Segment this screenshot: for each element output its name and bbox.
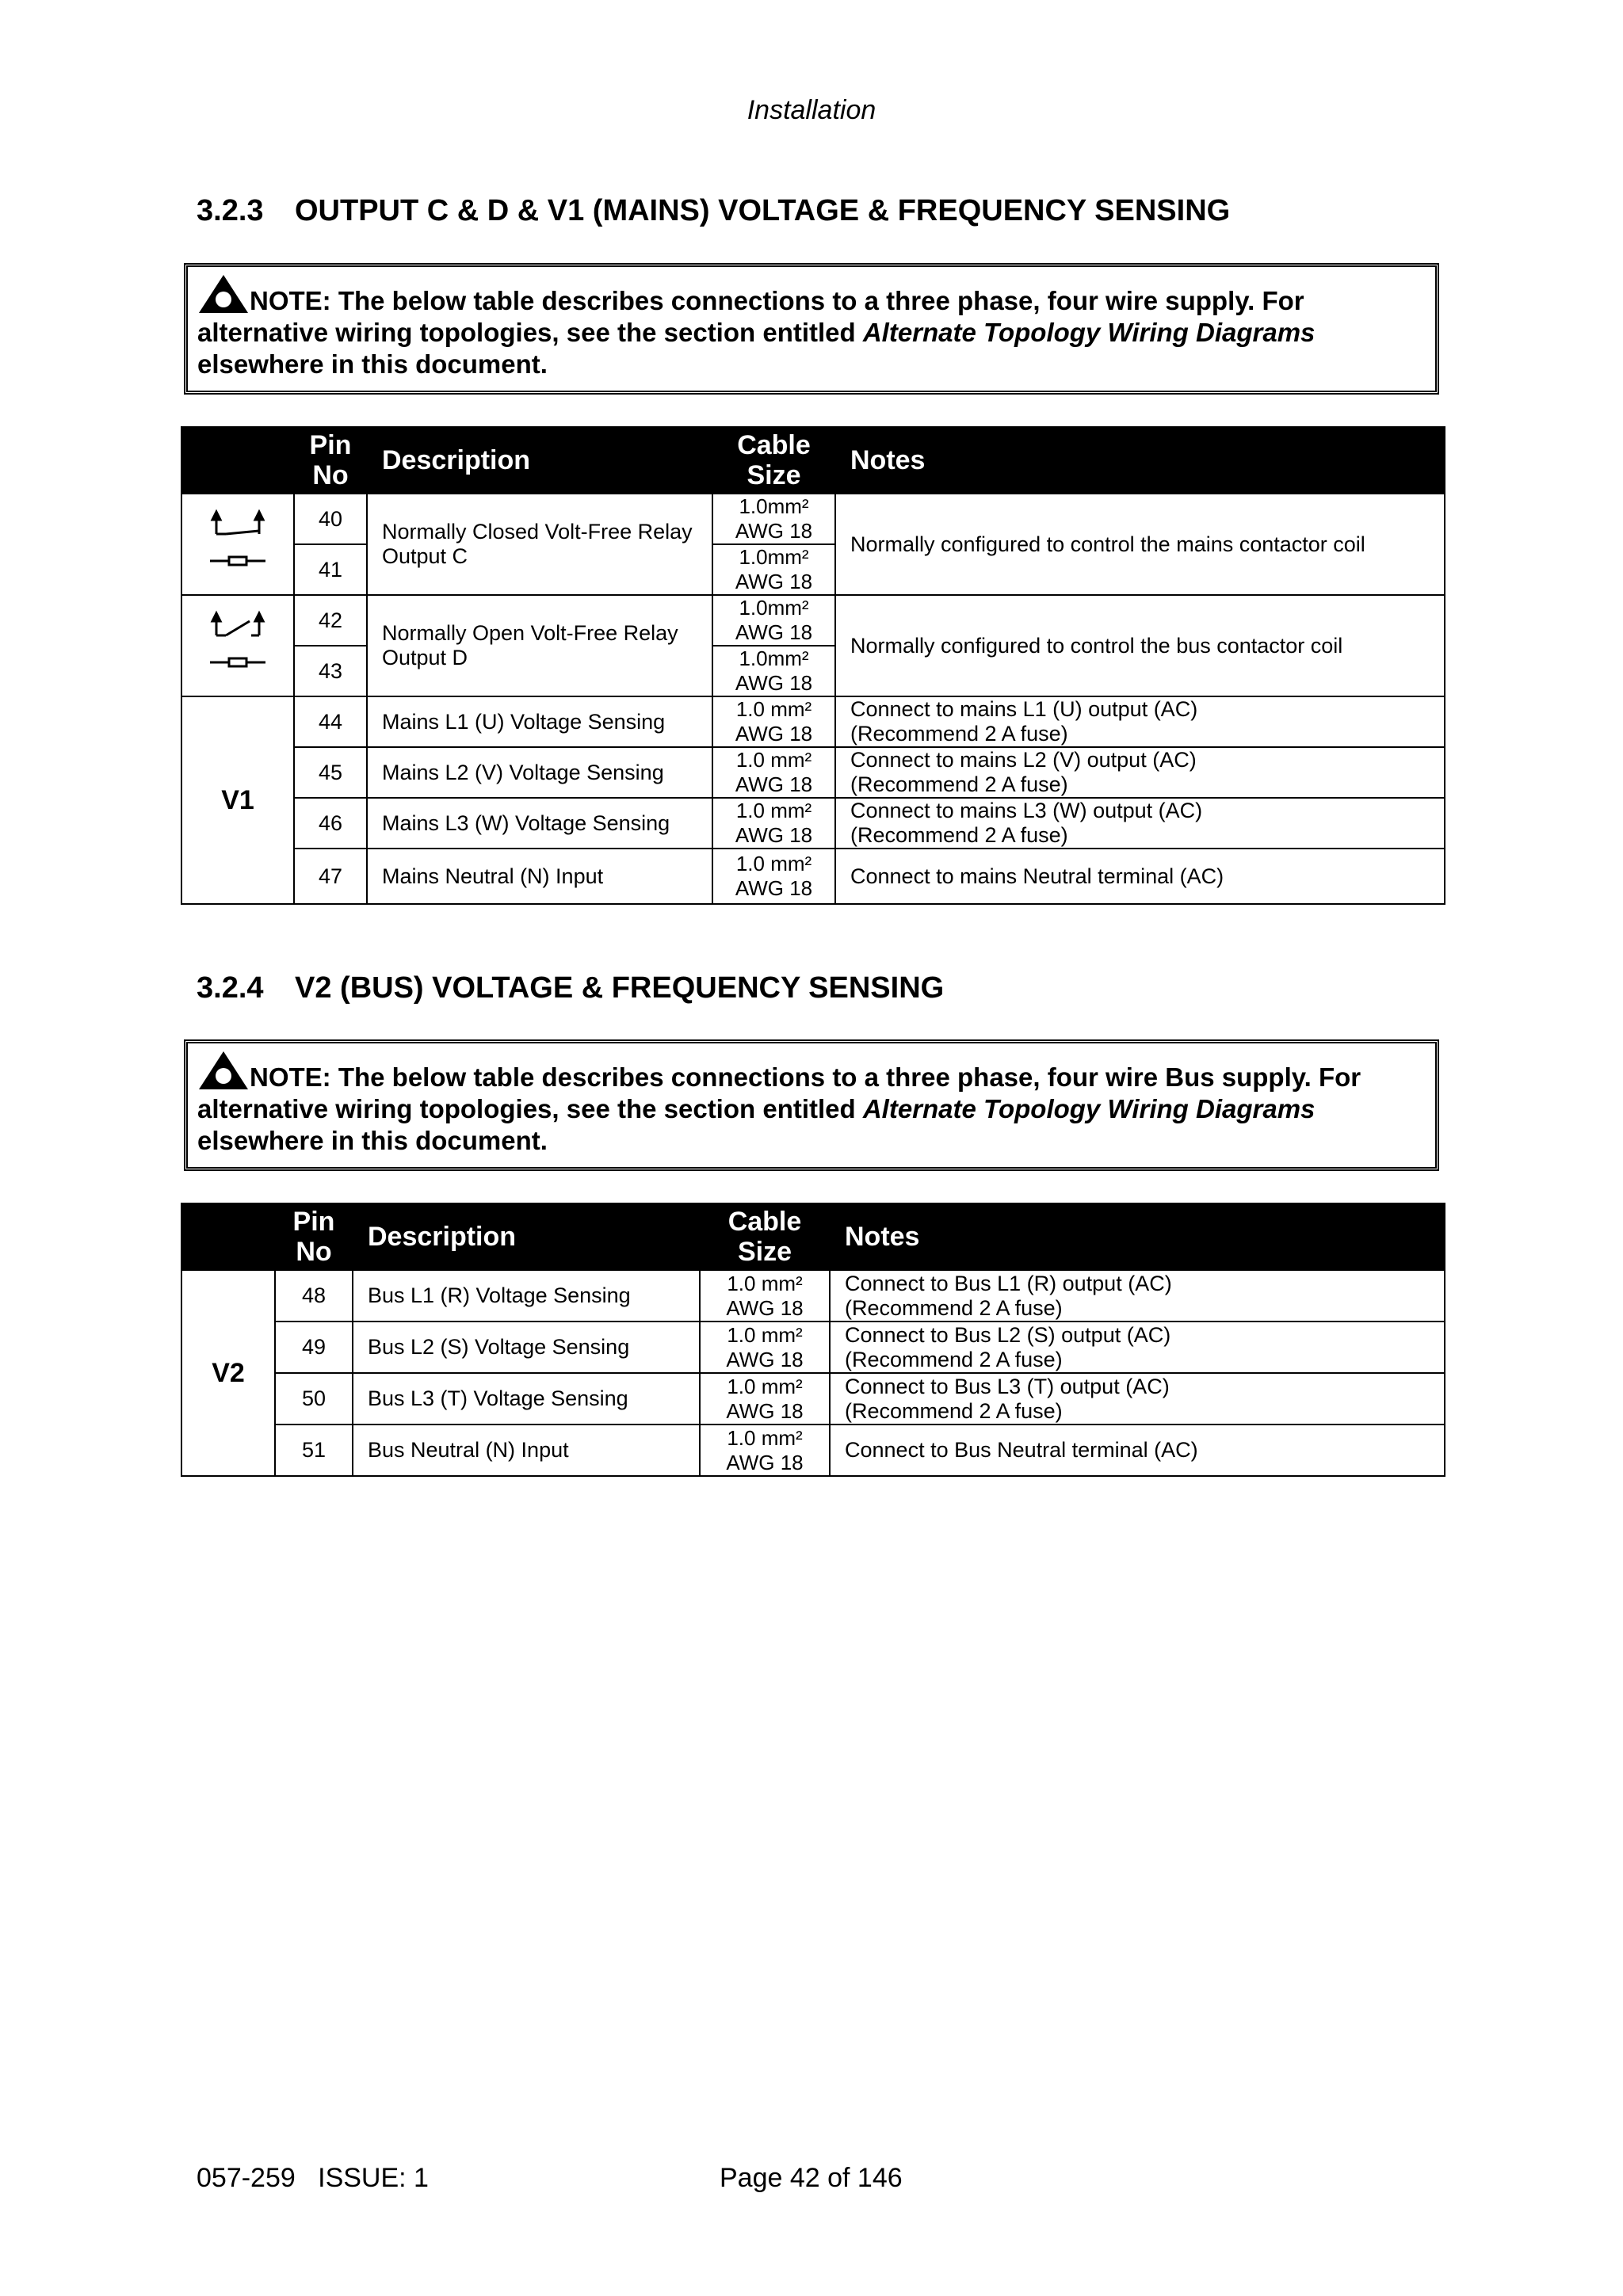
description-cell: Mains Neutral (N) Input [367,849,712,904]
pin-number: 42 [294,595,367,646]
note-text: NOTE: The below table describes connections to a three phase, four wire supply. For alternative wiring topologies, see the section entitled [197,286,1304,347]
table-row [181,1373,1445,1425]
notes-cell: Connect to Bus L3 (T) output (AC) (Recommend 2 A fuse) [830,1373,1445,1425]
description-header: Description [353,1203,700,1270]
cable-cell: 1.0mm² AWG 18 [712,494,835,544]
section-number: 3.2.4 [197,971,264,1005]
cable-header: Cable Size [700,1203,830,1270]
running-header: Installation [747,95,876,125]
issue-label: ISSUE: 1 [318,2163,429,2193]
section-number: 3.2.3 [197,194,264,227]
description-cell: Bus Neutral (N) Input [353,1425,700,1476]
table-row [181,1425,1445,1476]
group-header [181,427,294,494]
table-row [181,494,1445,544]
section-heading-323 [197,194,1230,228]
section-heading-324 [197,971,944,1005]
cable-cell: 1.0mm² AWG 18 [712,595,835,646]
pin-number: 49 [275,1322,353,1373]
cable-cell: 1.0 mm² AWG 18 [712,798,835,849]
page-number: Page 42 of 146 [720,2163,903,2193]
group-label-v2: V2 [181,1270,275,1476]
pin-number: 46 [294,798,367,849]
description-header: Description [367,427,712,494]
pin-number: 48 [275,1270,353,1322]
nc-relay-icon [181,494,294,595]
pin-number: 47 [294,849,367,904]
notes-header: Notes [835,427,1445,494]
table-header-row [181,427,1445,494]
notes-cell: Connect to Bus L2 (S) output (AC) (Recommend 2 A fuse) [830,1322,1445,1373]
notes-cell: Connect to mains L1 (U) output (AC) (Recommend 2 A fuse) [835,696,1445,747]
table-row [181,747,1445,798]
pin-header: Pin No [275,1203,353,1270]
cable-cell: 1.0mm² AWG 18 [712,544,835,595]
notes-cell: Connect to mains L3 (W) output (AC) (Recommend 2 A fuse) [835,798,1445,849]
pin-number: 50 [275,1373,353,1425]
description-cell: Normally Open Volt-Free Relay Output D [367,595,712,696]
cable-cell: 1.0 mm² AWG 18 [700,1270,830,1322]
description-cell: Mains L1 (U) Voltage Sensing [367,696,712,747]
cable-cell: 1.0 mm² AWG 18 [712,747,835,798]
table-row [181,595,1445,646]
note-text-end: elsewhere in this document. [197,1126,548,1155]
cable-cell: 1.0mm² AWG 18 [712,646,835,696]
pin-number: 45 [294,747,367,798]
pin-table-323 [181,426,1445,905]
table-row [181,1322,1445,1373]
note-link-text: Alternate Topology Wiring Diagrams [862,1094,1316,1123]
pin-number: 41 [294,544,367,595]
note-text-end: elsewhere in this document. [197,349,548,379]
table-row [181,1270,1445,1322]
cable-cell: 1.0 mm² AWG 18 [700,1425,830,1476]
notes-header: Notes [830,1203,1445,1270]
pin-number: 43 [294,646,367,696]
description-cell: Bus L1 (R) Voltage Sensing [353,1270,700,1322]
warning-icon [197,273,250,315]
table-row [181,696,1445,747]
notes-cell: Normally configured to control the bus contactor coil [835,595,1445,696]
notes-cell: Connect to Bus L1 (R) output (AC) (Recommend 2 A fuse) [830,1270,1445,1322]
pin-header: Pin No [294,427,367,494]
cable-cell: 1.0 mm² AWG 18 [700,1322,830,1373]
pin-number: 40 [294,494,367,544]
doc-number: 057-259 [197,2163,296,2193]
note-text: NOTE: The below table describes connections to a three phase, four wire Bus supply. For alternative wiring topologies, see the section entitled [197,1062,1361,1123]
group-header [181,1203,275,1270]
note-box-324 [184,1039,1439,1171]
warning-icon [197,1050,250,1091]
table-header-row [181,1203,1445,1270]
table-row [181,798,1445,849]
footer-doc-id [197,2163,429,2194]
section-title: V2 (BUS) VOLTAGE & FREQUENCY SENSING [295,971,945,1005]
description-cell: Normally Closed Volt-Free Relay Output C [367,494,712,595]
cable-cell: 1.0 mm² AWG 18 [712,696,835,747]
pin-number: 44 [294,696,367,747]
pin-table-324 [181,1203,1445,1477]
note-box-323 [184,263,1439,395]
description-cell: Mains L2 (V) Voltage Sensing [367,747,712,798]
notes-cell: Connect to Bus Neutral terminal (AC) [830,1425,1445,1476]
table-row [181,849,1445,904]
cable-header: Cable Size [712,427,835,494]
group-label-v1: V1 [181,696,294,904]
description-cell: Bus L3 (T) Voltage Sensing [353,1373,700,1425]
notes-cell: Normally configured to control the mains contactor coil [835,494,1445,595]
note-link-text: Alternate Topology Wiring Diagrams [862,318,1316,347]
no-relay-icon [181,595,294,696]
notes-cell: Connect to mains Neutral terminal (AC) [835,849,1445,904]
notes-cell: Connect to mains L2 (V) output (AC) (Recommend 2 A fuse) [835,747,1445,798]
cable-cell: 1.0 mm² AWG 18 [700,1373,830,1425]
section-title: OUTPUT C & D & V1 (MAINS) VOLTAGE & FREQUENCY SENSING [295,194,1231,227]
pin-number: 51 [275,1425,353,1476]
description-cell: Bus L2 (S) Voltage Sensing [353,1322,700,1373]
description-cell: Mains L3 (W) Voltage Sensing [367,798,712,849]
cable-cell: 1.0 mm² AWG 18 [712,849,835,904]
